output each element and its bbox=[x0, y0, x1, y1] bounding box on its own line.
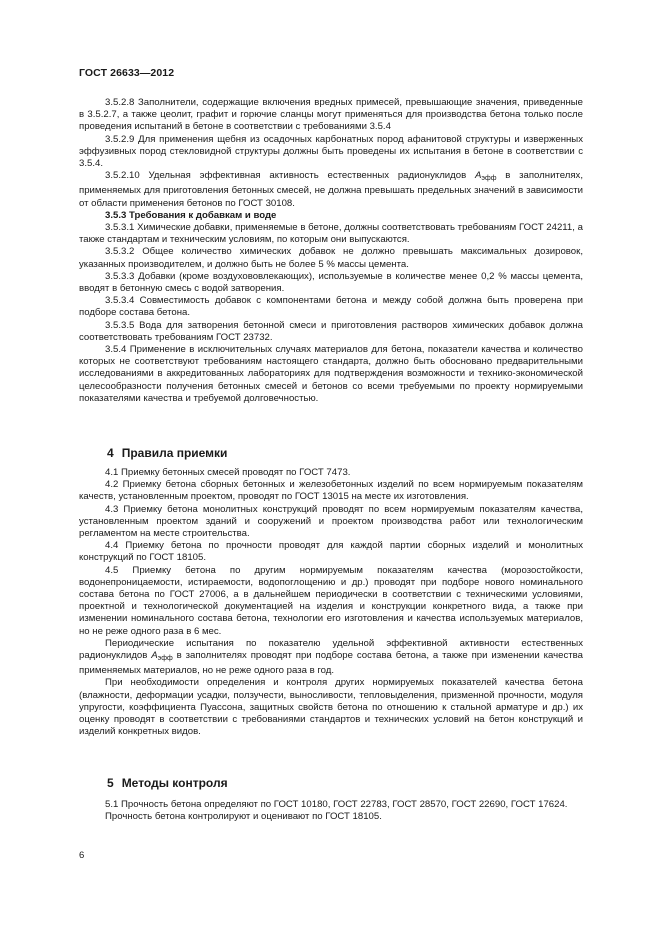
section-3-5-2-continued bbox=[79, 97, 583, 405]
paragraph-3-5-4: 3.5.4 Применение в исключительных случаях материалов для бетона, показатели качества и количество которых не соответствуют требованиям настоящего стандарта, должно быть обосновано предварительными исследованиями в аккредитованных лабораториях для подтверждения возможности и технико-экономической целесообразности получения бетонных смесей и бетонов со всеми требуемыми по проекту нормируемыми показателями качества и требуемой долговечностью. bbox=[79, 344, 583, 404]
paragraph-4-3: 4.3 Приемку бетона монолитных конструкций проводят по всем нормируемым показателям качества, установленным проектом зданий и сооружений и проектом производства работ или технологическим регламентом на месте строительства. bbox=[79, 503, 583, 540]
paragraph-4-4: 4.4 Приемку бетона по прочности проводят для каждой партии сборных изделий и монолитных конструкций по ГОСТ 18105. bbox=[79, 540, 583, 564]
section-4-body bbox=[79, 467, 583, 738]
section-5-heading: 5 Методы контроля bbox=[107, 776, 228, 790]
paragraph-strength-control: Прочность бетона контролируют и оценивают по ГОСТ 18105. bbox=[105, 811, 382, 823]
paragraph-3-5-2-8: 3.5.2.8 Заполнители, содержащие включения вредных примесей, превышающие значения, приведенные в 3.5.2.7, а также цеолит, графит и горючие сланцы могут применяться для производства бетона только после проведения испытаний в бетоне в соответствии с требованиями 3.5.4 bbox=[79, 97, 583, 133]
paragraph-other-indicators: При необходимости определения и контроля других нормируемых показателей качества бетона (влажности, деформации усадки, ползучести, выносливости, тепловыделения, призменной прочности, модуля упругости, коэффициента Пуассона, защитных свойств бетона по отношению к стальной арматуре и др.) их оценку проводят в соответствии с требованиями стандартов и технических условий на бетон конструкций и изделий конкретных видов. bbox=[79, 677, 583, 738]
document-header: ГОСТ 26633—2012 bbox=[79, 67, 175, 79]
paragraph-periodic-tests: Периодические испытания по показателю удельной эффективной активности естественных радионуклидов $А_{эфф}$ в заполнителях проводят при подборе состава бетона, а также при изменении качества применяемых материалов, но не реже одного раза в год. bbox=[79, 637, 583, 677]
paragraph-4-5: 4.5 Приемку бетона по другим нормируемым показателям качества (морозостойкости, водонепроницаемости, истираемости, водопоглощению и др.) проводят при подборе нового номинального состава бетона по ГОСТ 27006, а в дальнейшем периодически в соответствии с техническими условиями, проектной и технологической документацией на изделия и конструкции конкретного вида, а также при изменении номинального состава бетона, технологии его изготовления и качества используемых материалов, но не реже одного раза в 6 мес. bbox=[79, 564, 583, 637]
page-number: 6 bbox=[79, 850, 85, 861]
section-5-body bbox=[79, 799, 583, 823]
paragraph-3-5-2-10: 3.5.2.10 Удельная эффективная активность естественных радионуклидов $А_{эфф}$ в заполнителях, применяемых для приготовления бетонных смесей, не должна превышать предельных значений в зависимости от области применения бетонов по ГОСТ 30108. bbox=[79, 170, 583, 209]
section-4-heading: 4 Правила приемки bbox=[107, 446, 228, 460]
paragraph-3-5-3-4: 3.5.3.4 Совместимость добавок с компонентами бетона и между собой должна быть проверена при подборе состава бетона. bbox=[79, 295, 583, 319]
paragraph-3-5-3-2: 3.5.3.2 Общее количество химических добавок не должно превышать максимальных дозировок, указанных производителем, и должно быть не более 5 % массы цемента. bbox=[79, 246, 583, 270]
paragraph-4-1: 4.1 Приемку бетонных смесей проводят по ГОСТ 7473. bbox=[105, 467, 351, 478]
paragraph-4-2: 4.2 Приемку бетона сборных бетонных и железобетонных изделий по всем нормируемым показателям качеств, установленным проектом, проводят по ГОСТ 13015 на месте их изготовления. bbox=[79, 479, 583, 503]
paragraph-3-5-3-5: 3.5.3.5 Вода для затворения бетонной смеси и приготовления растворов химических добавок должна соответствовать требованиям ГОСТ 23732. bbox=[79, 319, 583, 343]
paragraph-3-5-3-1: 3.5.3.1 Химические добавки, применяемые в бетоне, должны соответствовать требованиям ГОСТ 24211, а также стандартам и техническим условиям, по которым они выпускаются. bbox=[79, 222, 583, 246]
paragraph-3-5-2-9: 3.5.2.9 Для применения щебня из осадочных карбонатных пород афанитовой структуры и изверженных эффузивных пород стекловидной структуры должны быть проведены их испытания в бетоне в соответствии с 3.5.4. bbox=[79, 133, 583, 170]
subsection-heading-3-5-3: 3.5.3 Требования к добавкам и воде bbox=[105, 209, 277, 221]
paragraph-5-1: 5.1 Прочность бетона определяют по ГОСТ 10180, ГОСТ 22783, ГОСТ 28570, ГОСТ 22690, ГОСТ 17624. bbox=[105, 799, 568, 810]
paragraph-3-5-3-3: 3.5.3.3 Добавки (кроме воздухововлекающих), используемые в количестве менее 0,2 % массы цемента, вводят в бетонную смесь с водой затворения. bbox=[79, 270, 583, 295]
